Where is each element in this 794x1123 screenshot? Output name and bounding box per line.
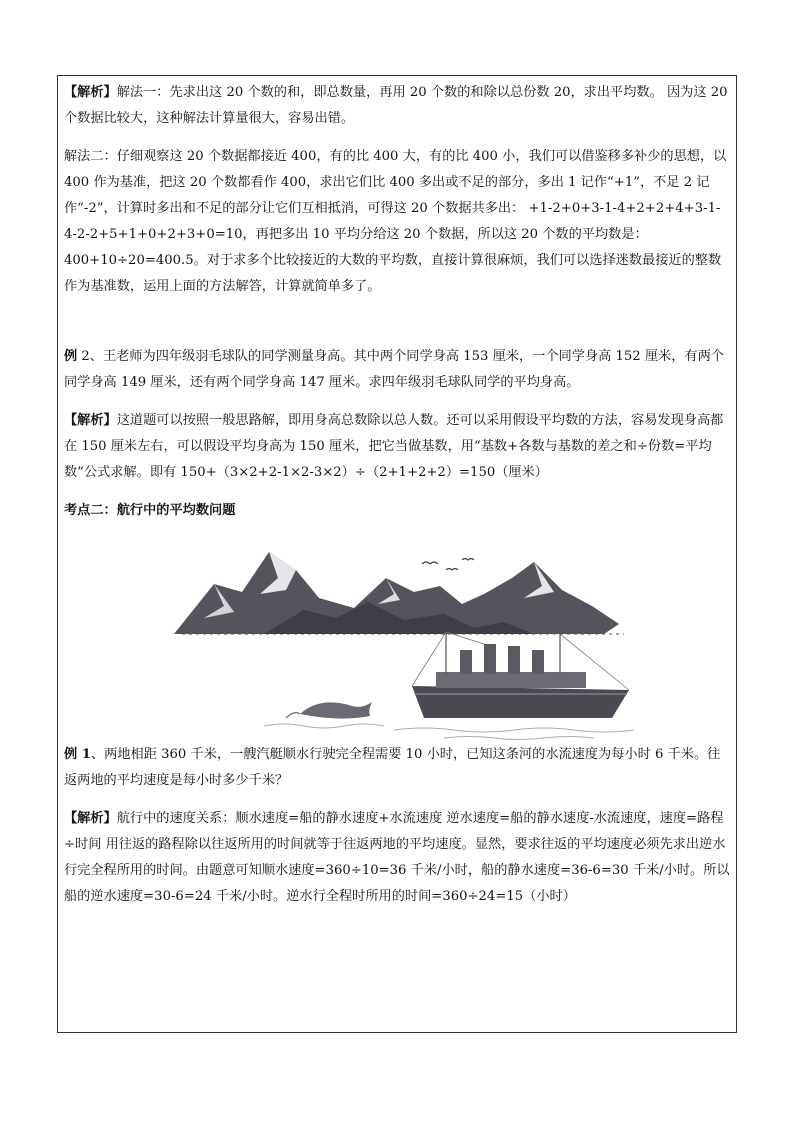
whale-icon xyxy=(286,702,372,719)
analysis1-text: 航行中的速度关系：顺水速度=船的静水速度+水流速度 逆水速度=船的静水速度-水流速度，速度=路程÷时间 用往返的路程除以往返所用的时间就等于往返两地的平均速度。显然，要求往返的平均速度必须先求出逆水行完全程所用的时间。由题意可知顺水速度=360÷10=36 千米/小时，船的静水速度=36-6=30 千米/小时。所以船的逆水速度=30-6=24 千米/小时。逆水行全程时所用的时间=360÷24=15（小时） xyxy=(64,811,730,904)
illustration xyxy=(64,534,732,742)
topic2-heading: 考点二：航行中的平均数问题 xyxy=(64,503,236,518)
example2-text: 2、王老师为四年级羽毛球队的同学测量身高。其中两个同学身高 153 厘米，一个同学身高 152 厘米，有两个同学身高 149 厘米，还有两个同学身高 147 厘米。求四年级羽毛球队同学的平均身高。 xyxy=(64,349,724,390)
example1-question xyxy=(64,742,732,794)
method1-paragraph xyxy=(64,80,732,132)
example-label: 例 1 xyxy=(64,747,91,762)
analysis1-paragraph xyxy=(64,806,732,910)
analysis2-paragraph xyxy=(64,408,732,486)
analysis-label: 【解析】 xyxy=(64,413,117,428)
mountains-icon xyxy=(174,552,624,634)
analysis-label: 【解析】 xyxy=(64,85,117,100)
example1-text: 、两地相距 360 千米，一艘汽艇顺水行驶完全程需要 10 小时，已知这条河的水流速度为每小时 6 千米。往返两地的平均速度是每小时多少千米？ xyxy=(64,747,721,788)
method2-paragraph: 解法二：仔细观察这 20 个数据都接近 400，有的比 400 大，有的比 400 小，我们可以借鉴移多补少的思想，以 400 作为基准，把这 20 个数都看作 400，求出它们比 400 多出或不足的部分，多出 1 记作“+1”，不足 2 记作“-2”，计算时多出和不足的部分让它们互相抵消，可得这 20 个数据共多出： +1-2+0+3-1-4+2+2+4+3-1-4-2-2+5+1+0+2+3+0=10，再把多出 10 平均分给这 20 个数据，所以这 20 个数的平均数是： 400+10÷20=400.5。对于求多个比较接近的大数的平均数，直接计算很麻烦，我们可以选择迷数最接近的整数作为基准数，运用上面的方法解答，计算就简单多了。 xyxy=(64,149,727,294)
waves-icon xyxy=(264,724,634,740)
example2-question xyxy=(64,344,732,396)
analysis-label: 【解析】 xyxy=(64,811,117,826)
method1-text: 解法一：先求出这 20 个数的和，即总数量，再用 20 个数的和除以总份数 20，求出平均数。 因为这 20 个数据比较大，这种解法计算量很大，容易出错。 xyxy=(64,85,728,126)
steamship-icon xyxy=(412,632,629,718)
mountain-ship-illustration xyxy=(64,534,732,742)
example-label: 例 xyxy=(64,349,78,364)
birds-icon xyxy=(422,559,474,571)
analysis2-text: 这道题可以按照一般思路解，即用身高总数除以总人数。还可以采用假设平均数的方法，容易发现身高都在 150 厘米左右，可以假设平均身高为 150 厘米，把它当做基数，用“基数+各数与基数的差之和÷份数=平均数”公式求解。即有 150+（3×2+2-1×2-3×2）÷（2+1+2+2）=150（厘米） xyxy=(64,413,724,480)
document-body xyxy=(64,80,732,910)
